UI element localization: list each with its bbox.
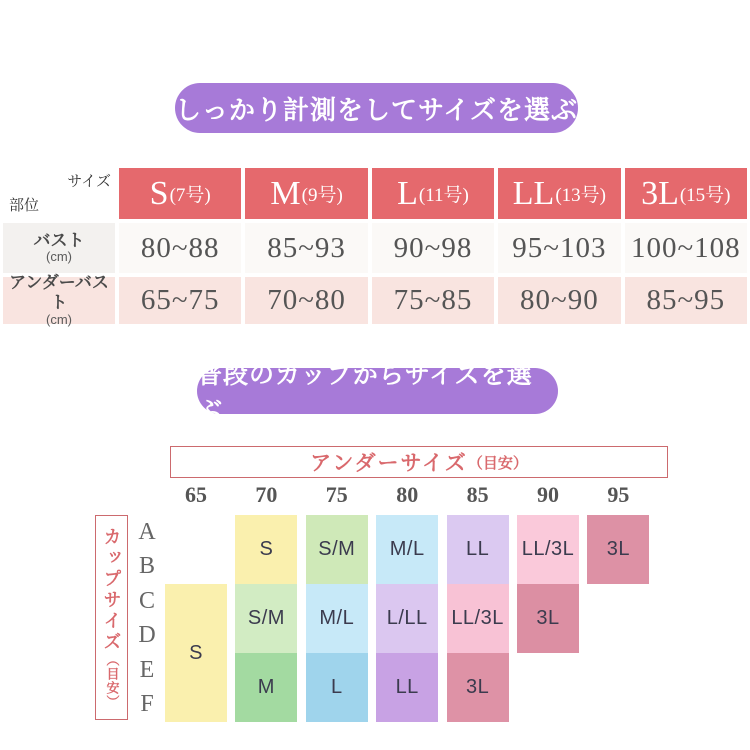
matrix-cell-70-S: S (235, 515, 297, 584)
under-size-value-95: 95 (607, 482, 630, 507)
size-name: L (397, 174, 418, 212)
table-value-1-2: 75~85 (372, 277, 494, 324)
matrix-cell-95-3L: 3L (587, 515, 649, 584)
cup-size-note: （目安） (104, 652, 120, 709)
row-label-1 (3, 273, 115, 327)
cup-size-label (95, 515, 128, 720)
size-column-header-M (245, 168, 367, 219)
corner-part-label: 部位 (9, 197, 40, 214)
under-size-value-75: 75 (325, 482, 348, 507)
under-size-header (170, 446, 668, 478)
table-value-0-1: 85~93 (245, 223, 367, 273)
size-name: 3L (641, 174, 679, 212)
under-size-value-80: 80 (396, 482, 419, 507)
row-label-text: バスト (33, 230, 85, 250)
measure-size-banner-label: しっかり計測をしてサイズを選ぶ (175, 94, 578, 125)
cup-row-label-C: C (138, 587, 155, 614)
row-unit-text: (cm) (46, 311, 72, 327)
cup-row-label-E: E (139, 656, 155, 683)
matrix-cell-85-LL: LL (447, 515, 509, 584)
under-size-value-90: 90 (537, 482, 559, 507)
matrix-cell-85-LL-3L: LL/3L (447, 584, 509, 653)
row-label-0 (3, 223, 115, 273)
size-name: LL (512, 174, 555, 212)
measure-size-banner (175, 83, 578, 133)
matrix-cell-80-LL: LL (376, 653, 438, 722)
matrix-cell-75-M-L: M/L (306, 584, 368, 653)
size-column-header-3L (625, 168, 747, 219)
size-measurement-table (3, 168, 747, 327)
size-tag: (11号) (418, 185, 469, 206)
under-size-note: （目安） (467, 454, 528, 472)
table-value-0-0: 80~88 (119, 223, 241, 273)
matrix-cell-75-S-M: S/M (306, 515, 368, 584)
size-table-corner (3, 168, 115, 219)
matrix-cell-75-L: L (306, 653, 368, 722)
cup-row-label-B: B (138, 553, 155, 580)
size-tag: (15号) (679, 185, 731, 206)
table-value-1-4: 85~95 (625, 277, 747, 324)
row-unit-text: (cm) (46, 249, 72, 265)
matrix-cell-90-3L: 3L (517, 584, 579, 653)
under-size-value-85: 85 (466, 482, 489, 507)
corner-size-label: サイズ (67, 173, 111, 190)
table-value-0-3: 95~103 (498, 223, 620, 273)
table-value-1-1: 70~80 (245, 277, 367, 324)
under-size-title: アンダーサイズ (310, 452, 468, 475)
size-tag: (7号) (169, 185, 211, 206)
matrix-cell-85-3L: 3L (447, 653, 509, 722)
matrix-cell-80-M-L: M/L (376, 515, 438, 584)
size-tag: (9号) (301, 185, 343, 206)
matrix-cell-90-LL-3L: LL/3L (517, 515, 579, 584)
size-column-header-L (372, 168, 494, 219)
size-name: M (270, 174, 301, 212)
table-value-1-3: 80~90 (498, 277, 620, 324)
matrix-cell-70-M: M (235, 653, 297, 722)
size-column-header-LL (498, 168, 620, 219)
size-name: S (149, 174, 169, 212)
matrix-cell-65-S: S (165, 584, 227, 722)
table-value-0-4: 100~108 (625, 223, 747, 273)
under-size-value-65: 65 (185, 482, 207, 507)
cup-size-banner (197, 361, 558, 425)
cup-size-title: カップサイズ (101, 526, 122, 653)
matrix-cell-80-L-LL: L/LL (376, 584, 438, 653)
table-value-0-2: 90~98 (372, 223, 494, 273)
cup-row-label-D: D (138, 622, 156, 649)
row-label-text: アンダーバスト (9, 273, 109, 313)
size-column-header-S (119, 168, 241, 219)
matrix-cell-70-S-M: S/M (235, 584, 297, 653)
cup-size-banner-label: 普段のカップからサイズを選ぶ (197, 361, 533, 425)
size-tag: (13号) (555, 185, 606, 206)
under-size-value-70: 70 (255, 482, 278, 507)
cup-row-label-A: A (138, 518, 156, 545)
cup-row-label-F: F (140, 691, 154, 718)
table-value-1-0: 65~75 (119, 277, 241, 324)
